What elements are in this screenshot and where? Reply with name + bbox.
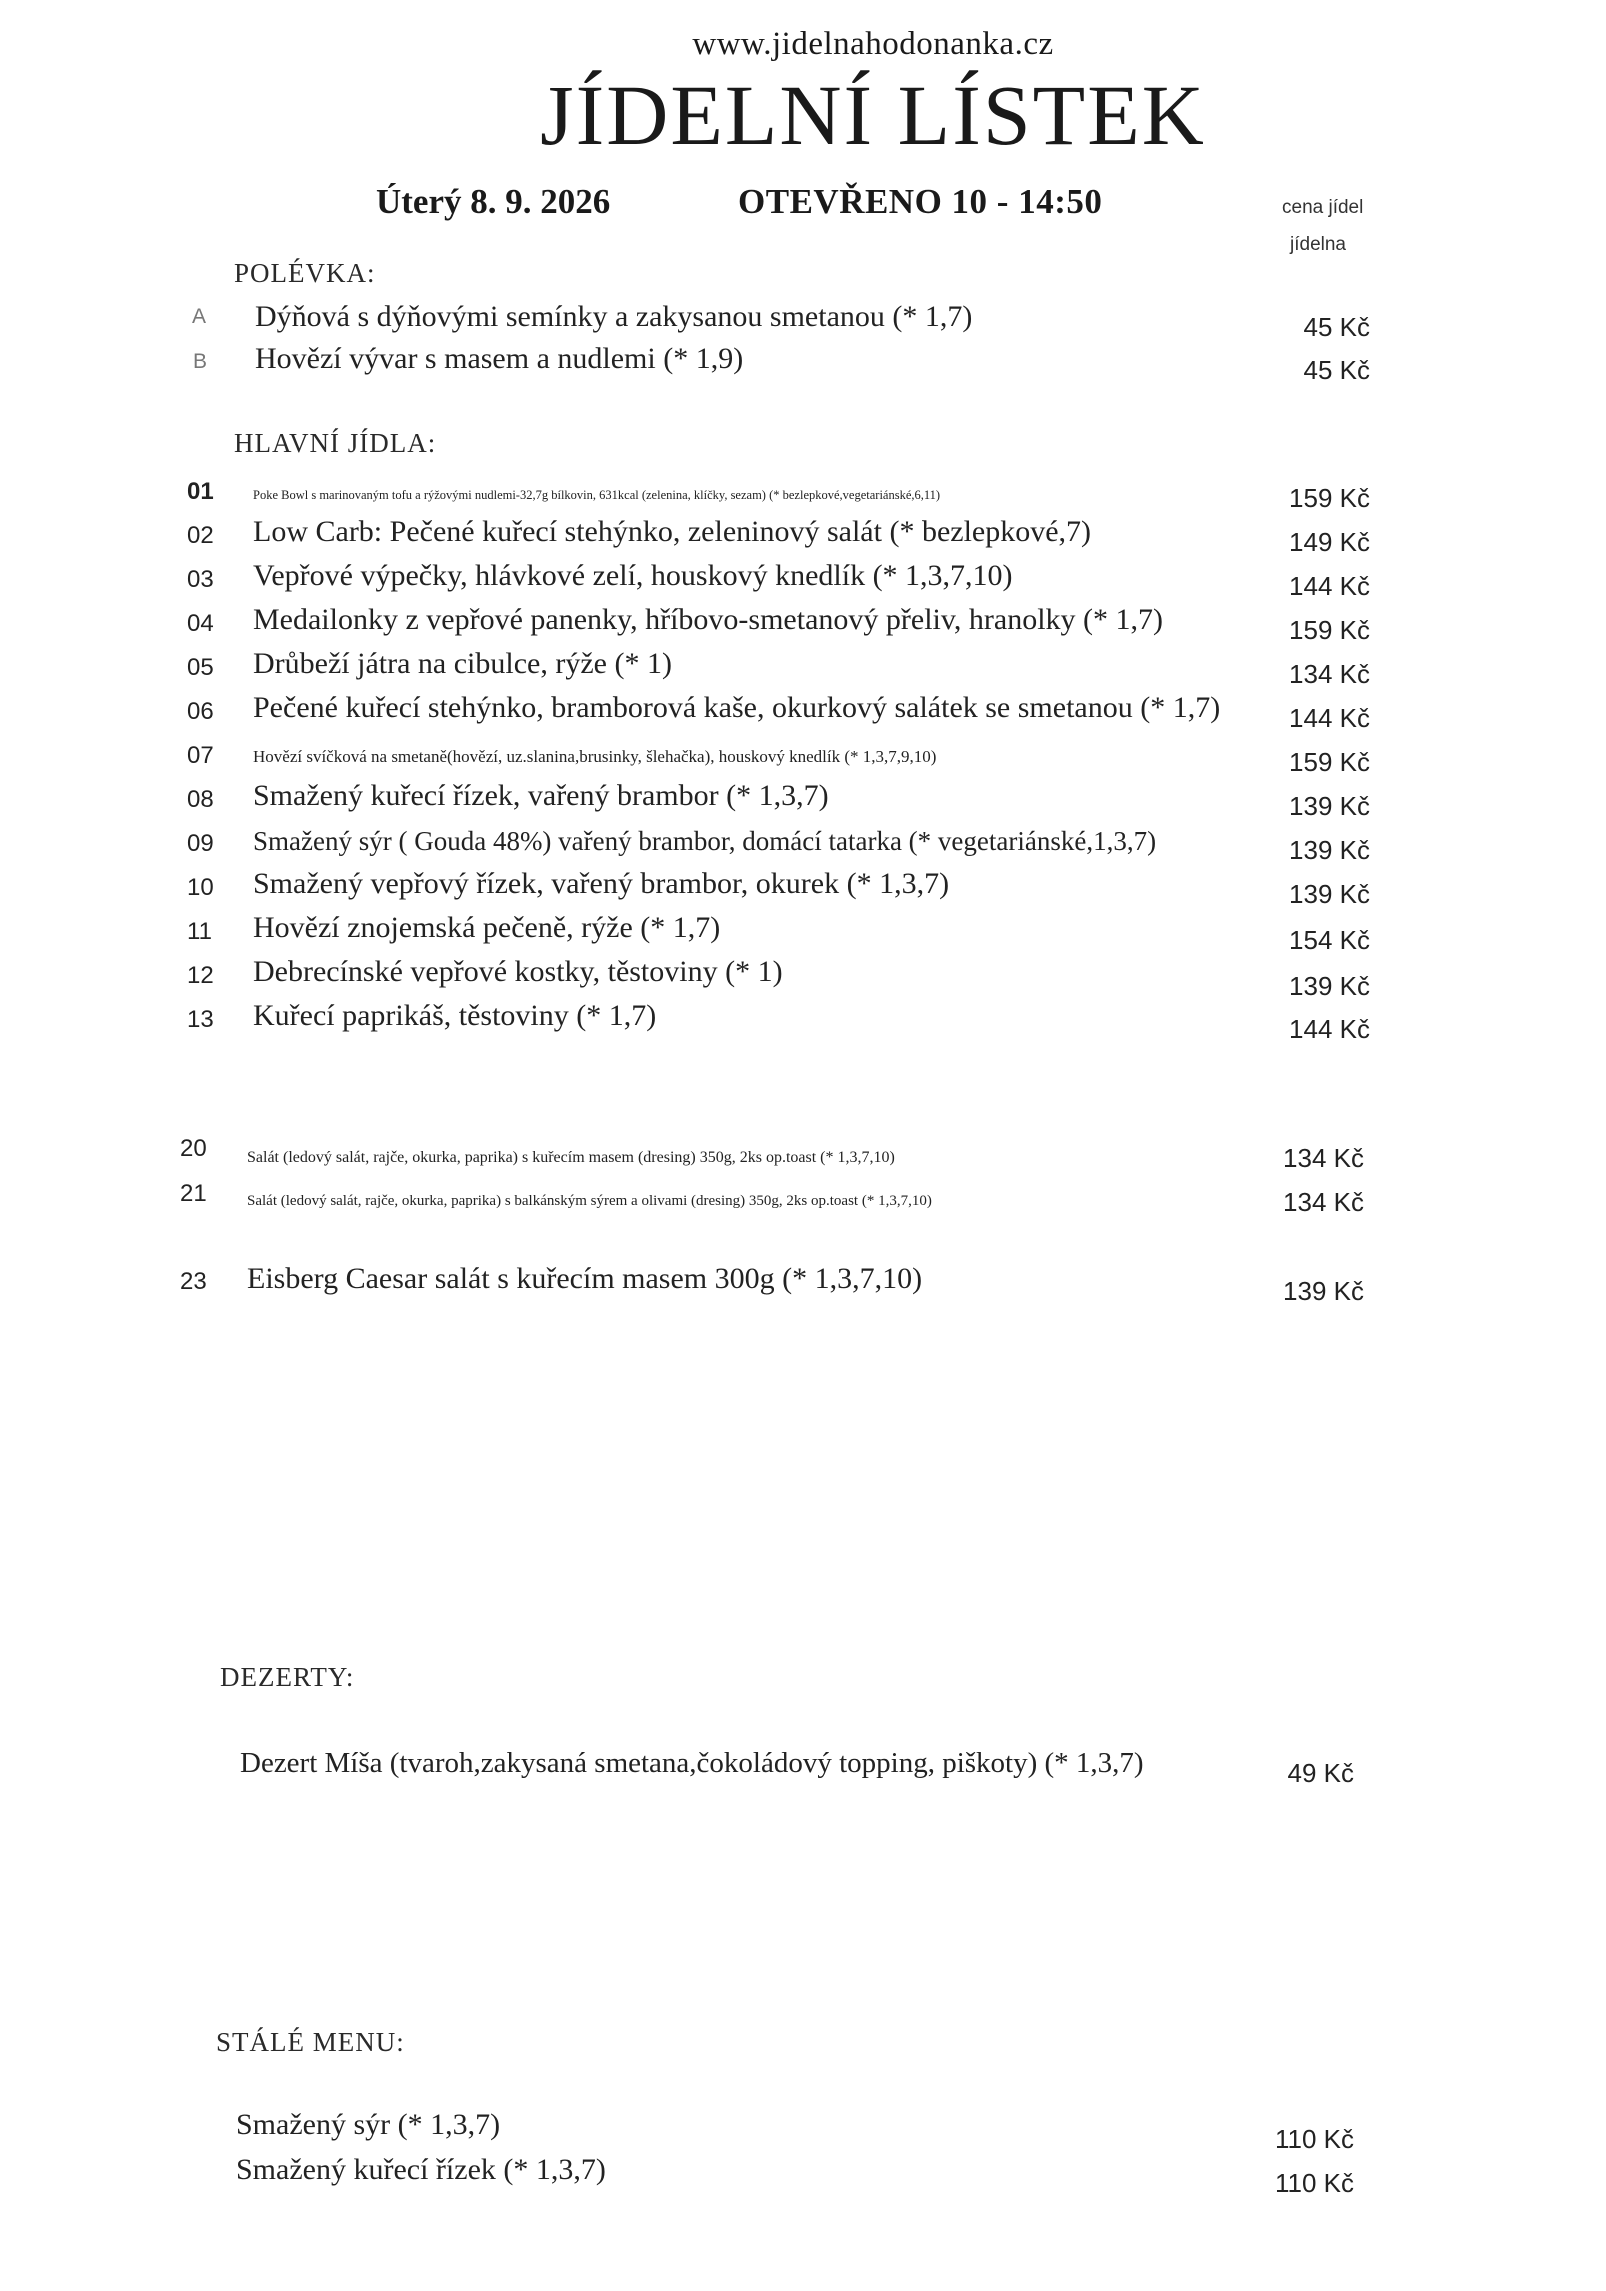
salad-name: Eisberg Caesar salát s kuřecím masem 300g (* 1,3,7,10)	[247, 1262, 923, 1295]
soup-code: B	[193, 350, 208, 373]
website-url: www.jidelnahodonanka.cz	[692, 26, 1054, 62]
main-name: Smažený vepřový řízek, vařený brambor, okurek (* 1,3,7)	[253, 867, 950, 900]
price-column-subheader: jídelna	[1290, 234, 1346, 255]
main-code: 10	[187, 874, 214, 901]
main-name: Pečené kuřecí stehýnko, bramborová kaše, okurkový salátek se smetanou (* 1,7)	[253, 691, 1221, 724]
salad-price: 134 Kč	[1283, 1143, 1364, 1173]
main-name: Debrecínské vepřové kostky, těstoviny (* 1)	[253, 955, 783, 988]
salad-price: 134 Kč	[1283, 1187, 1364, 1217]
main-price: 144 Kč	[1289, 571, 1370, 601]
soup-price: 45 Kč	[1303, 312, 1370, 342]
salad-price: 139 Kč	[1283, 1276, 1364, 1306]
main-name: Kuřecí paprikáš, těstoviny (* 1,7)	[253, 999, 657, 1032]
price-column-header: cena jídel	[1282, 197, 1364, 218]
main-price: 154 Kč	[1289, 925, 1370, 955]
soup-name: Hovězí vývar s masem a nudlemi (* 1,9)	[255, 342, 744, 375]
main-name: Smažený sýr ( Gouda 48%) vařený brambor, domácí tatarka (* vegetariánské,1,3,7)	[253, 826, 1157, 856]
salad-code: 21	[180, 1180, 207, 1207]
main-price: 144 Kč	[1289, 703, 1370, 733]
main-name: Vepřové výpečky, hlávkové zelí, houskový knedlík (* 1,3,7,10)	[253, 559, 1013, 592]
main-code: 05	[187, 654, 214, 681]
main-code: 08	[187, 786, 214, 813]
main-code: 11	[187, 918, 212, 945]
main-code: 13	[187, 1006, 214, 1033]
salad-name: Salát (ledový salát, rajče, okurka, paprika) s kuřecím masem (dresing) 350g, 2ks op.toast (* 1,3,7,10)	[247, 1149, 895, 1166]
main-code: 12	[187, 962, 214, 989]
main-name: Hovězí svíčková na smetaně(hovězí, uz.slanina,brusinky, šlehačka), houskový knedlík (* 1,3,7,9,10)	[253, 747, 937, 766]
section-heading-permanent-menu: STÁLÉ MENU:	[216, 2027, 405, 2057]
main-price: 159 Kč	[1289, 615, 1370, 645]
dessert-price: 49 Kč	[1287, 1758, 1354, 1788]
main-code: 04	[187, 610, 214, 637]
main-name: Poke Bowl s marinovaným tofu a rýžovými nudlemi-32,7g bílkovin, 631kcal (zelenina, klíčky, sezam) (* bezlepkové,vegetariánské,6,11)	[253, 488, 941, 502]
main-price: 139 Kč	[1289, 835, 1370, 865]
main-code: 09	[187, 830, 214, 857]
soup-price: 45 Kč	[1303, 355, 1370, 385]
soup-name: Dýňová s dýňovými semínky a zakysanou smetanou (* 1,7)	[255, 300, 973, 333]
main-price: 139 Kč	[1289, 791, 1370, 821]
section-heading-soups: POLÉVKA:	[234, 258, 376, 288]
permanent-item-name: Smažený kuřecí řízek (* 1,3,7)	[236, 2153, 606, 2186]
main-code: 07	[187, 742, 214, 769]
main-name: Low Carb: Pečené kuřecí stehýnko, zeleninový salát (* bezlepkové,7)	[253, 515, 1092, 548]
main-name: Hovězí znojemská pečeně, rýže (* 1,7)	[253, 911, 721, 944]
salad-code: 20	[180, 1135, 207, 1162]
permanent-item-price: 110 Kč	[1274, 2124, 1354, 2154]
main-price: 134 Kč	[1289, 659, 1370, 689]
main-name: Drůbeží játra na cibulce, rýže (* 1)	[253, 647, 672, 680]
main-price: 139 Kč	[1289, 879, 1370, 909]
soup-code: A	[192, 305, 207, 328]
salad-code: 23	[180, 1268, 207, 1295]
main-price: 139 Kč	[1289, 971, 1370, 1001]
section-heading-mains: HLAVNÍ JÍDLA:	[234, 428, 437, 458]
menu-date: Úterý 8. 9. 2026	[376, 182, 611, 221]
page-title: JÍDELNÍ LÍSTEK	[540, 67, 1206, 163]
main-code: 02	[187, 522, 214, 549]
permanent-item-price: 110 Kč	[1274, 2168, 1354, 2198]
main-price: 149 Kč	[1289, 527, 1370, 557]
section-heading-desserts: DEZERTY:	[220, 1662, 355, 1692]
main-price: 159 Kč	[1289, 747, 1370, 777]
permanent-item-name: Smažený sýr (* 1,3,7)	[236, 2108, 501, 2141]
salad-name: Salát (ledový salát, rajče, okurka, paprika) s balkánským sýrem a olivami (dresing) 350g, 2ks op.toast (* 1,3,7,10)	[247, 1193, 932, 1209]
main-name: Smažený kuřecí řízek, vařený brambor (* 1,3,7)	[253, 779, 829, 812]
opening-hours: OTEVŘENO 10 - 14:50	[738, 182, 1103, 221]
main-price: 144 Kč	[1289, 1014, 1370, 1044]
main-price: 159 Kč	[1289, 483, 1370, 513]
main-name: Medailonky z vepřové panenky, hříbovo-smetanový přeliv, hranolky (* 1,7)	[253, 603, 1164, 636]
main-code: 01	[187, 478, 214, 505]
main-code: 03	[187, 566, 214, 593]
main-code: 06	[187, 698, 214, 725]
dessert-name: Dezert Míša (tvaroh,zakysaná smetana,čokoládový topping, piškoty) (* 1,3,7)	[240, 1747, 1144, 1779]
